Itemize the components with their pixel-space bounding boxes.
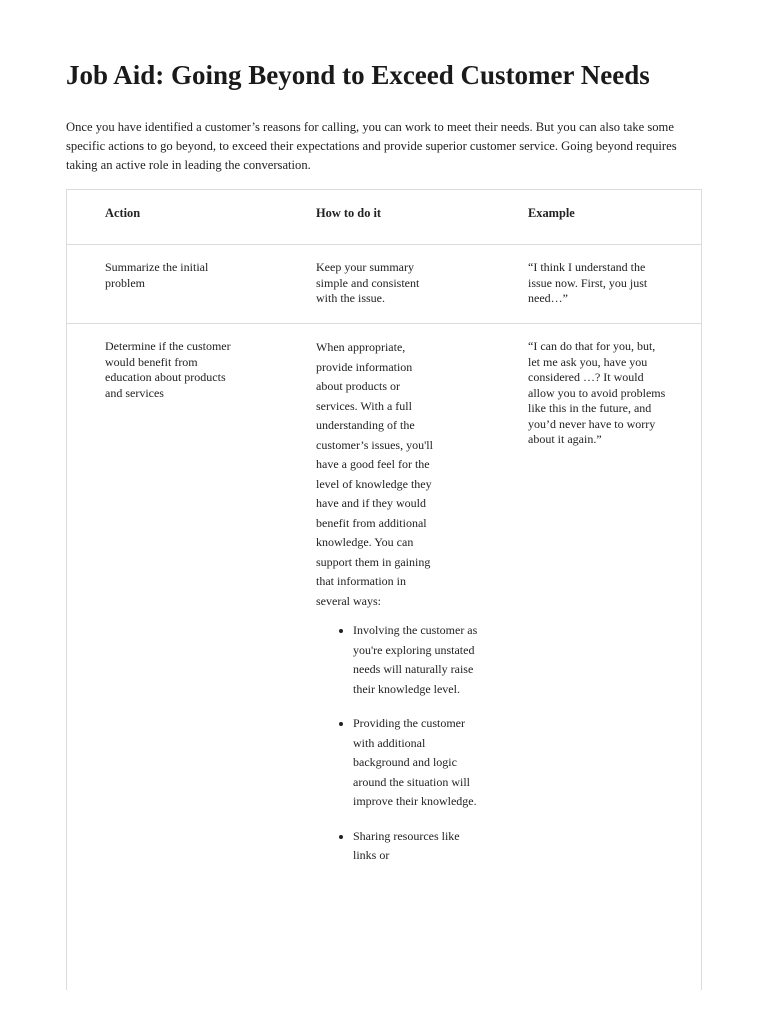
header-action: Action [105,206,141,220]
header-how: How to do it [316,206,382,220]
row1-action: Summarize the initial problem [105,260,209,290]
intro-paragraph: Once you have identified a customer’s reasons for calling, you can work to meet their needs. But you can also take some specific actions to go beyond, to exceed their expectations and provide superior customer service. Going beyond requires taking an active role in leading the conversation. [66,120,677,172]
page-title: Job Aid: Going Beyond to Exceed Customer Needs [66,60,650,90]
row2-action: Determine if the customer would benefit from education about products and services [105,339,231,400]
row-divider [67,244,701,245]
row-divider [67,323,701,324]
job-aid-table [66,189,702,990]
row2-example: “I can do that for you, but, let me ask you, have you considered …? It would allow you to avoid problems like this in the future, and you’d never have to worry about it again.” [528,339,666,446]
row2-how-bullets [337,621,483,881]
row2-how: When appropriate, provide information about products or services. With a full understanding of the customer’s issues, you'll have a good feel for the level of knowledge they have and if they would benefit from additional knowledge. You can support them in gaining that information in several ways: [316,340,433,608]
list-item: • Providing the customer with additional background and logic around the situation will improve their knowledge. [353,714,483,812]
row1-example: “I think I understand the issue now. First, you just need…” [528,260,648,305]
row1-how: Keep your summary simple and consistent with the issue. [316,260,420,305]
list-item: • Sharing resources like links or [353,827,483,866]
list-item: • Involving the customer as you're exploring unstated needs will naturally raise their knowledge level. [353,621,483,699]
header-example: Example [528,206,575,220]
